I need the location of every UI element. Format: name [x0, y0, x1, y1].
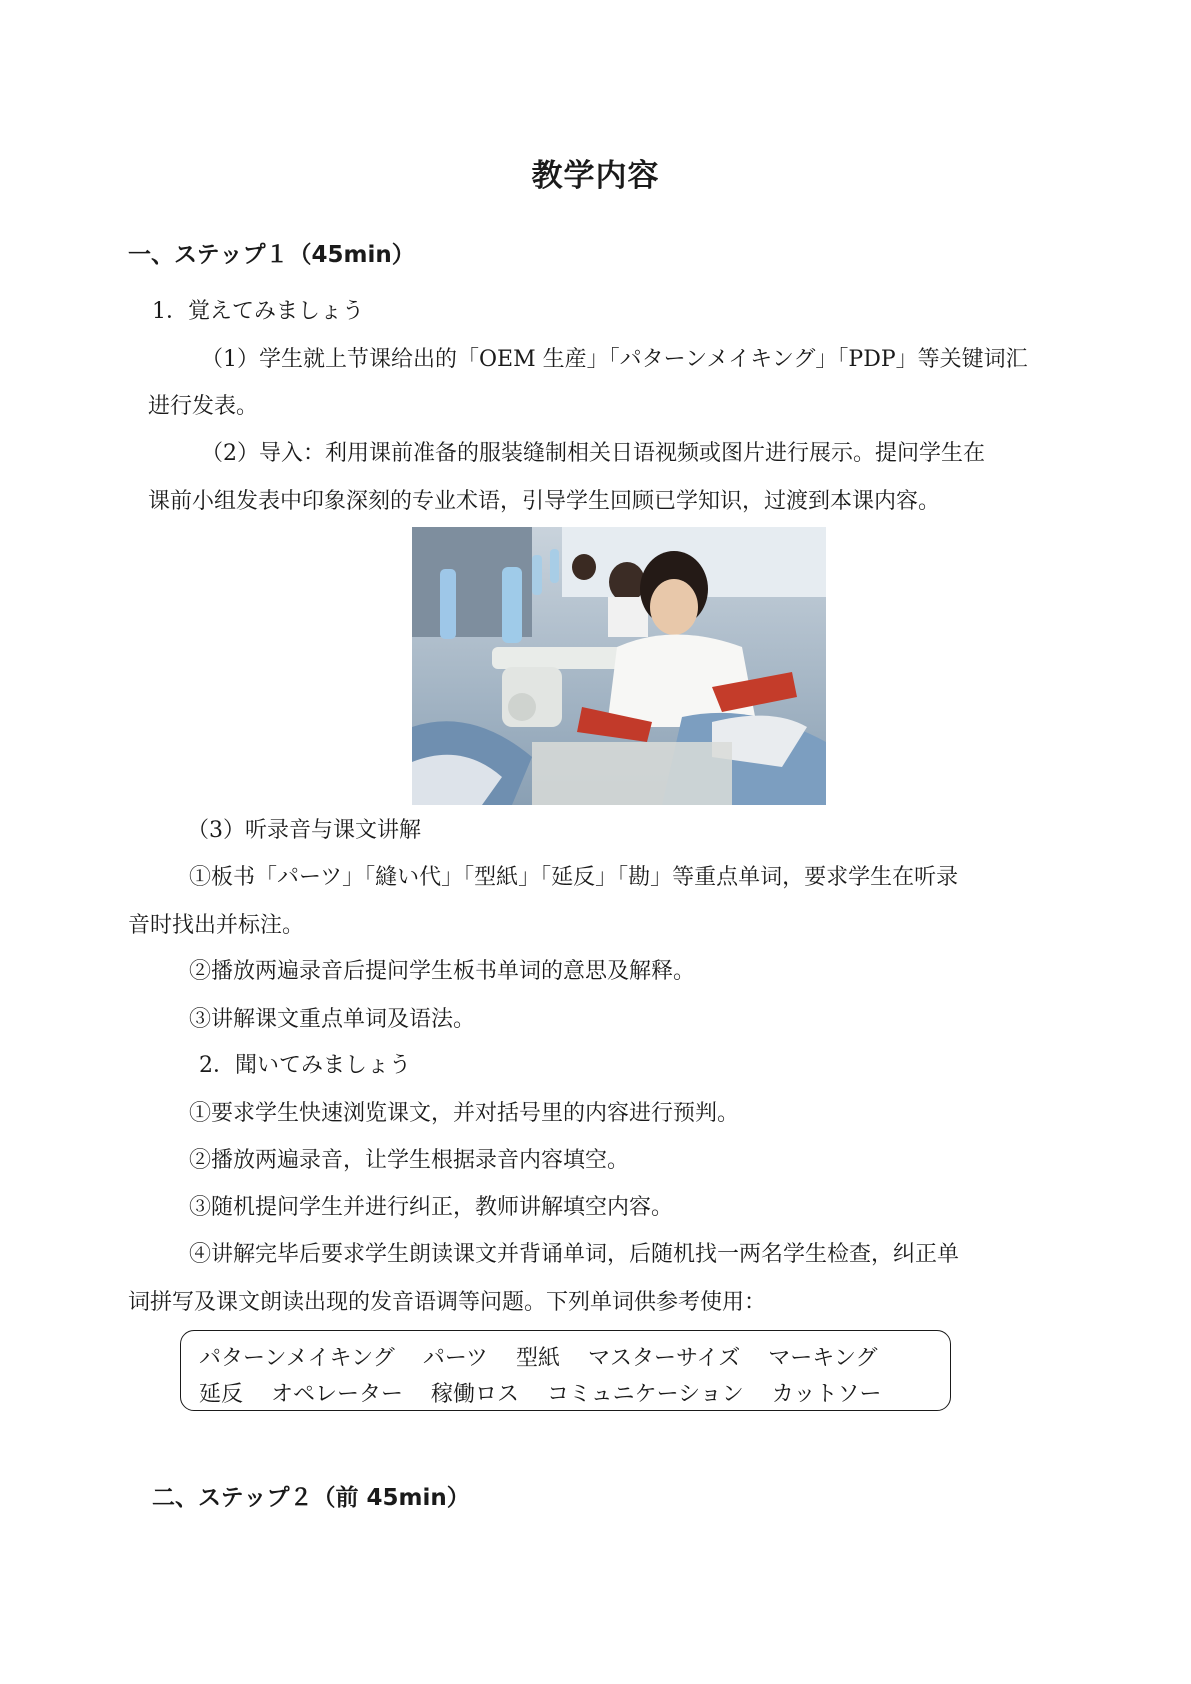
- vocab-term: マスターサイズ: [587, 1346, 741, 1371]
- page-title: 教学内容: [531, 158, 660, 194]
- paragraph-line: 课前小组发表中印象深刻的专业术语，引导学生回顾已学知识，过渡到本课内容。: [148, 489, 941, 514]
- paragraph-line: 词拼写及课文朗读出现的发音语调等问题。下列单词供参考使用：: [128, 1290, 767, 1315]
- paragraph-line: ①要求学生快速浏览课文，并对括号里的内容进行预判。: [189, 1101, 740, 1126]
- vocab-term: マーキング: [768, 1346, 878, 1371]
- vocab-term: 延反: [199, 1382, 244, 1407]
- paragraph-line: ①板书「パーツ」「縫い代」「型紙」「延反」「勘」等重点单词，要求学生在听录: [189, 865, 959, 890]
- paragraph-line: 音时找出并标注。: [128, 913, 305, 938]
- subsection-label-remember: 1．覚えてみましょう: [152, 299, 364, 324]
- vocab-term: オペレーター: [271, 1382, 404, 1407]
- paragraph-line: ③讲解课文重点单词及语法。: [189, 1007, 476, 1032]
- vocab-term: 型紙: [515, 1346, 560, 1371]
- section-heading-step1: 一、ステップ１（45min）: [128, 242, 415, 268]
- vocab-term: 稼働ロス: [431, 1382, 520, 1407]
- vocabulary-row: [199, 1377, 882, 1408]
- section-heading-step2: 二、ステップ２（前 45min）: [152, 1485, 470, 1511]
- paragraph-line: ②播放两遍录音，让学生根据录音内容填空。: [189, 1148, 630, 1173]
- sewing-workshop-photo: [412, 527, 826, 805]
- paragraph-line: （1）学生就上节课给出的「OEM 生産」「パターンメイキング」「PDP」等关键词汇: [201, 347, 1028, 372]
- vocab-term: カットソー: [771, 1382, 882, 1407]
- paragraph-line: ②播放两遍录音后提问学生板书单词的意思及解释。: [189, 959, 696, 984]
- vocab-term: コミュニケーション: [547, 1382, 744, 1407]
- paragraph-line: （2）导入：利用课前准备的服装缝制相关日语视频或图片进行展示。提问学生在: [201, 441, 985, 466]
- vocab-term: パーツ: [422, 1346, 488, 1371]
- vocabulary-row: [199, 1341, 878, 1372]
- subsection-label-listening: （3）听录音与课文讲解: [187, 818, 421, 843]
- paragraph-line: 进行发表。: [148, 394, 259, 419]
- vocab-term: パターンメイキング: [199, 1346, 395, 1371]
- paragraph-line: ④讲解完毕后要求学生朗读课文并背诵单词，后随机找一两名学生检查，纠正单: [189, 1242, 960, 1267]
- paragraph-line: ③随机提问学生并进行纠正，教师讲解填空内容。: [189, 1195, 674, 1220]
- vocabulary-box: [180, 1330, 951, 1411]
- subsection-label-listen: 2．聞いてみましょう: [199, 1053, 411, 1078]
